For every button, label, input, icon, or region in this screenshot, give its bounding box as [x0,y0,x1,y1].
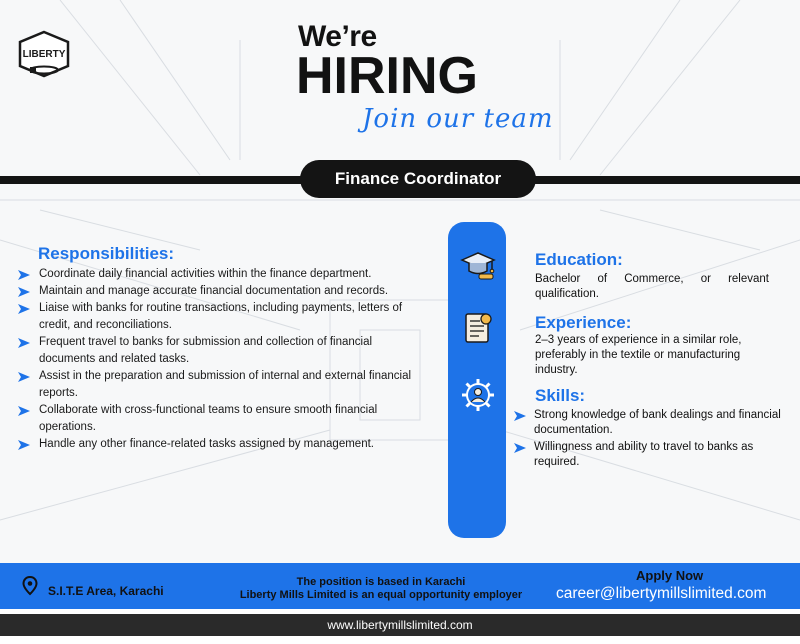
skills-title: Skills: [535,386,586,405]
footer-note-line1: The position is based in Karachi [296,576,466,588]
responsibility-text: Handle any other finance-related tasks assigned by management. [39,438,374,450]
arrow-icon [18,338,30,348]
list-item [18,334,426,368]
responsibility-text: Coordinate daily financial activities within the finance department. [39,268,372,280]
list-item [18,368,426,402]
svg-text:LIBERTY: LIBERTY [22,49,66,60]
location-text: S.I.T.E Area, Karachi [48,584,164,598]
graduation-cap-icon [459,246,497,284]
gear-person-icon [459,376,497,414]
list-item [18,402,426,436]
responsibility-text: Frequent travel to banks for submission and collection of financial documents and related tasks. [39,336,373,365]
arrow-icon [18,270,30,280]
education-text: Bachelor of Commerce, or relevant qualification. [535,273,769,300]
website-link[interactable]: www.libertymillslimited.com [0,614,800,636]
experience-title: Experience: [535,313,632,332]
certificate-icon [459,310,497,348]
arrow-icon [18,406,30,416]
arrow-icon [18,372,30,382]
responsibilities-title: Responsibilities: [38,244,175,263]
header-line1: We’re [298,20,377,53]
skills-list [514,408,784,472]
list-item [514,408,784,438]
location-pin-icon [22,576,38,596]
list-item [18,300,426,334]
responsibility-text: Liaise with banks for routine transactions, including payments, letters of credit, and reconciliations. [39,302,403,331]
header-hiring: HIRING [296,47,478,105]
education-title: Education: [535,250,623,269]
apply-email-link[interactable]: career@libertymillslimited.com [556,585,767,602]
list-item [18,266,426,283]
responsibility-text: Maintain and manage accurate financial documentation and records. [39,285,389,297]
skill-text: Willingness and ability to travel to banks as required. [534,441,754,468]
header-tagline: Join our team [362,104,554,134]
responsibility-text: Assist in the preparation and submission of internal and external financial reports. [39,370,412,399]
arrow-icon [18,304,30,314]
arrow-icon [18,440,30,450]
arrow-icon [514,411,526,421]
arrow-icon [18,287,30,297]
apply-now-label: Apply Now [636,568,704,583]
list-item [18,436,426,453]
responsibility-text: Collaborate with cross-functional teams to ensure smooth financial operations. [39,404,378,433]
skill-text: Strong knowledge of bank dealings and financial documentation. [534,409,781,436]
footer-note-line2: Liberty Mills Limited is an equal opportunity employer [239,589,523,601]
responsibilities-list [18,266,426,453]
job-title: Finance Coordinator [300,160,536,198]
arrow-icon [514,443,526,453]
list-item [18,283,426,300]
footer-note [196,576,566,602]
experience-text: 2–3 years of experience in a similar role, preferably in the textile or manufacturing industry. [535,334,742,376]
liberty-logo [16,30,72,80]
list-item [514,440,784,470]
